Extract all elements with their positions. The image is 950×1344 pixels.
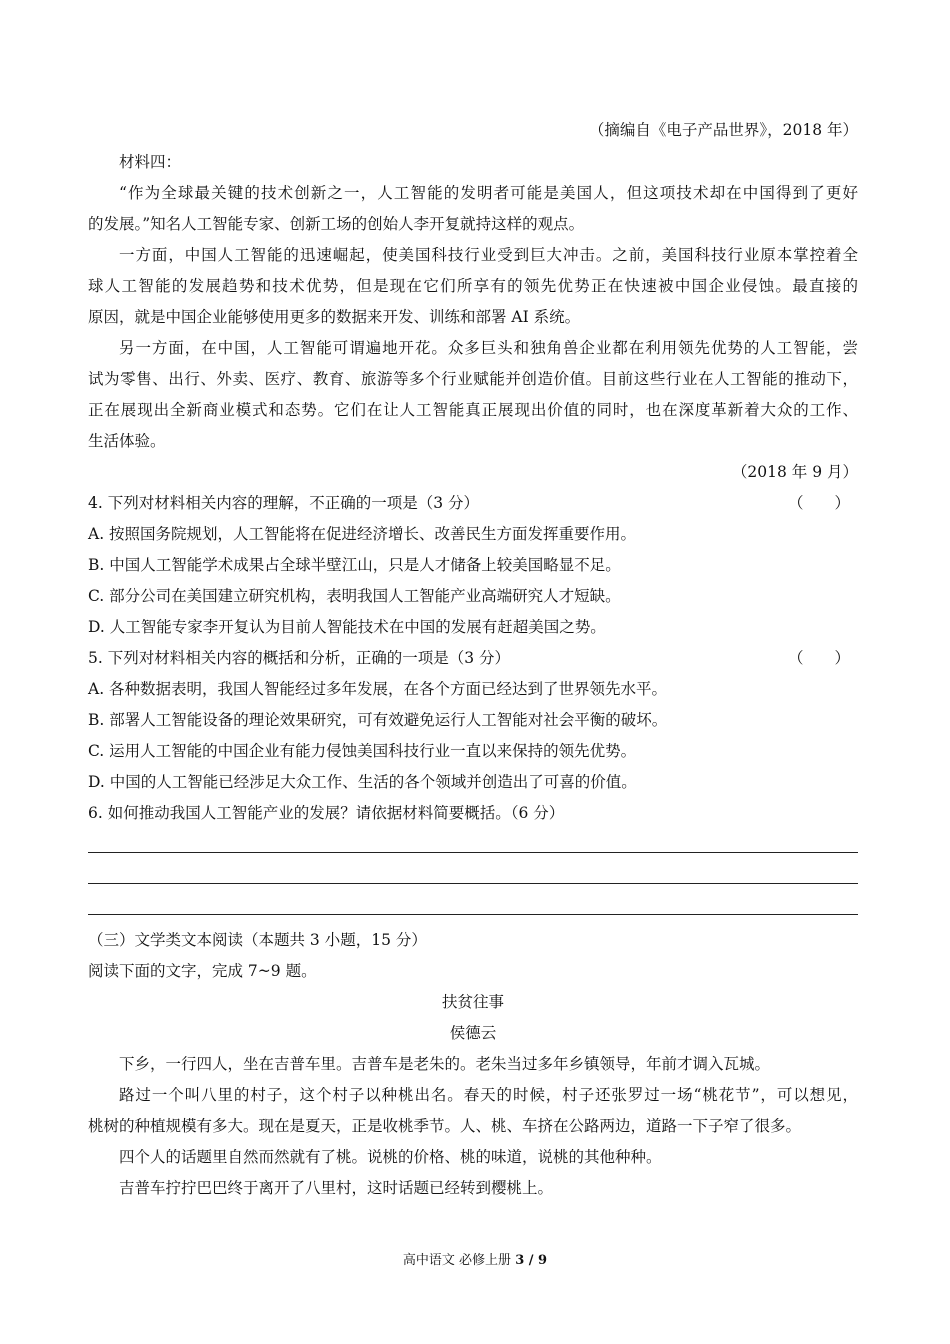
material4-p2-line3: 原因，就是中国企业能够使用更多的数据来开发、训练和部署 AI 系统。 [88,308,581,326]
q5-option-d: D. 中国的人工智能已经涉足大众工作、生活的各个领域并创造出了可喜的价值。 [88,773,637,791]
q4-stem: 4. 下列对材料相关内容的理解，不正确的一项是（3 分） [88,494,480,512]
page-footer [0,1249,950,1268]
section3-instruction: 阅读下面的文字，完成 7~9 题。 [88,962,317,980]
story-p1: 下乡，一行四人，坐在吉普车里。吉普车是老朱的。老朱当过多年乡镇领导，年前才调入瓦城。 [119,1055,771,1073]
section3-heading: （三）文学类文本阅读（本题共 3 小题，15 分） [88,931,427,949]
q4-answer-parens: （ ） [787,494,850,512]
q4-option-a: A. 按照国务院规划，人工智能将在促进经济增长、改善民生方面发挥重要作用。 [88,525,637,543]
material4-p3-line4: 生活体验。 [88,432,166,450]
answer-line-2 [88,883,858,884]
material4-p3-line1: 另一方面，在中国，人工智能可谓遍地开花。众多巨头和独角兽企业都在利用领先优势的人工智能，尝 [119,339,858,357]
page-number: 3 / 9 [515,1253,548,1268]
material4-p3-line2: 试为零售、出行、外卖、医疗、教育、旅游等多个行业赋能并创造价值。目前这些行业在人工智能的推动下， [88,370,858,388]
story-p2-line1: 路过一个叫八里的村子，这个村子以种桃出名。春天的时候，村子还张罗过一场“桃花节”，可以想见， [119,1086,858,1104]
answer-line-1 [88,852,858,853]
q4-stem-row [88,493,858,513]
material4-p1-line1: “作为全球最关键的技术创新之一，人工智能的发明者可能是美国人，但这项技术却在中国得到了更好 [119,184,858,202]
story-author: 侯德云 [449,1024,497,1042]
q6-stem: 6. 如何推动我国人工智能产业的发展？请依据材料简要概括。（6 分） [88,804,565,822]
q4-option-b: B. 中国人工智能学术成果占全球半壁江山，只是人才储备上较美国略显不足。 [88,556,621,574]
material4-p1-line2: 的发展。”知名人工智能专家、创新工场的创始人李开复就持这样的观点。 [88,215,585,233]
answer-line-3 [88,914,858,915]
material4-p3-line3: 正在展现出全新商业模式和态势。它们在让人工智能真正展现出价值的同时，也在深度革新着大众的工作、 [88,401,858,419]
q5-stem-row [88,648,858,668]
material4-date: （2018 年 9 月） [731,463,858,481]
q5-stem: 5. 下列对材料相关内容的概括和分析，正确的一项是（3 分） [88,649,511,667]
q4-option-d: D. 人工智能专家李开复认为目前人智能技术在中国的发展有赶超美国之势。 [88,618,606,636]
material4-p2-line2: 球人工智能的发展趋势和技术优势，但是现在它们所享有的领先优势正在快速被中国企业侵蚀。最直接的 [88,277,858,295]
story-p3: 四个人的话题里自然而然就有了桃。说桃的价格、桃的味道，说桃的其他种种。 [119,1148,662,1166]
material4-p2-line1: 一方面，中国人工智能的迅速崛起，使美国科技行业受到巨大冲击。之前，美国科技行业原本掌控着全 [119,246,858,264]
q5-option-c: C. 运用人工智能的中国企业有能力侵蚀美国科技行业一直以来保持的领先优势。 [88,742,637,760]
q5-answer-parens: （ ） [787,649,850,667]
q4-option-c: C. 部分公司在美国建立研究机构，表明我国人工智能产业高端研究人才短缺。 [88,587,621,605]
source-note: （摘编自《电子产品世界》，2018 年） [588,121,858,139]
q5-option-b: B. 部署人工智能设备的理论效果研究，可有效避免运行人工智能对社会平衡的破坏。 [88,711,668,729]
material4-heading: 材料四： [119,153,182,171]
q5-option-a: A. 各种数据表明，我国人智能经过多年发展，在各个方面已经达到了世界领先水平。 [88,680,668,698]
story-p4: 吉普车拧拧巴巴终于离开了八里村，这时话题已经转到樱桃上。 [119,1179,554,1197]
story-title: 扶贫往事 [441,993,504,1011]
story-p2-line2: 桃树的种植规模有多大。现在是夏天，正是收桃季节。人、桃、车挤在公路两边，道路一下子窄了很多。 [88,1117,802,1135]
footer-text: 高中语文 必修上册 [402,1253,516,1268]
